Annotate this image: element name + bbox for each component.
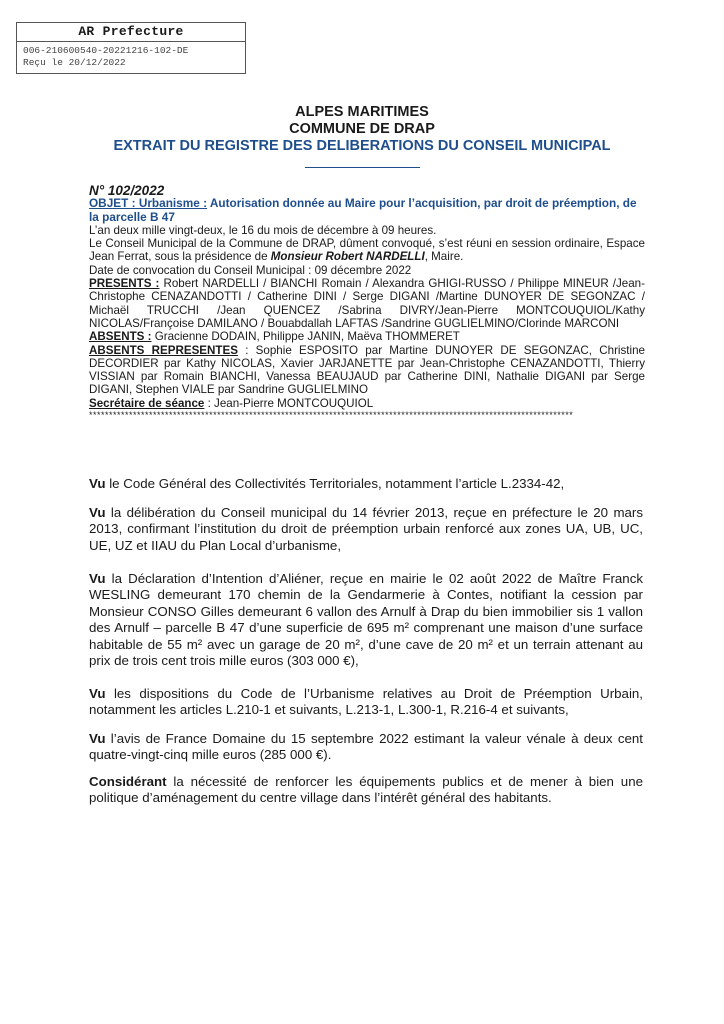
absents-label: ABSENTS : <box>89 330 152 344</box>
presents-list <box>89 277 645 330</box>
president-name: Monsieur Robert NARDELLI <box>270 250 425 264</box>
paragraph-lead: Vu <box>89 571 106 586</box>
represented-text: : Sophie ESPOSITO par Martine DUNOYER DE SEGONZAC, Christine DECORDIER par Kathy NICOLAS, Xavier JARJANETTE par Jean-Christophe CENAZANDOTTI, Thierry VISSIAN par Romain BIANCHI, Vanessa BEAUJAUD par Catherine DINI, Nathalie DIGANI par Serge DIGANI, Stephen VIALE par Sandrine GUGLIELMINO <box>89 343 645 397</box>
stamp-reference: 006-210600540-20221216-102-DE <box>23 45 189 56</box>
represented-label: ABSENTS REPRESENTES <box>89 343 238 357</box>
stamp-body <box>17 42 245 73</box>
paragraph-lead: Vu <box>89 731 106 746</box>
deliberation-number: N° 102/2022 <box>89 183 165 198</box>
paragraph-text: les dispositions du Code de l’Urbanisme relatives au Droit de Préemption Urbain, notamment les articles L.210-1 et suivants, L.213-1, L.300-1, R.216-4 et suivants, <box>89 686 643 718</box>
presents-text: Robert NARDELLI / BIANCHI Romain / Alexandra GHIGI-RUSSO / Philippe MINEUR /Jean-Christophe CENAZANDOTTI / Catherine DINI / Serge DIGANI /Martine DUNOYER DE SEGONZAC / Michaël TRUCCHI /Jean QUENCEZ /Sabrina DIVRY/Jean-Pierre MONTCOUQUIOL/Kathy NICOLAS/Françoise DAMILANO / Bouabdallah LAFTAS /Sandrine GUGLIELMINO/Clorinde MARCONI <box>89 277 645 330</box>
convocation-date: Date de convocation du Conseil Municipal : 09 décembre 2022 <box>89 263 412 277</box>
paragraph-text: la délibération du Conseil municipal du 14 février 2013, reçue en préfecture le 20 mars 2013, confirmant l’institution du droit de préemption urbain renforcé aux zones UA, UB, UC, UE, UZ et IIAU du Plan Local d’urbanisme, <box>89 505 643 553</box>
paragraph-text: l’avis de France Domaine du 15 septembre 2022 estimant la valeur vénale à deux cent quatre-vingt-cinq mille euros (285 000 €). <box>89 731 643 763</box>
paragraph-france-domaine <box>89 731 643 764</box>
object-label: OBJET : Urbanisme : <box>89 196 207 211</box>
object-text: Autorisation donnée au Maire pour l’acquisition, par droit de préemption, de la parcelle B 47 <box>89 196 637 224</box>
stamp-title: AR Prefecture <box>17 23 245 42</box>
paragraph-text: la Déclaration d’Intention d’Aliéner, reçue en mairie le 02 août 2022 de Maître Franck WESLING demeurant 170 chemin de la Gendarmerie à Contes, notifiant la cession par Monsieur CONSO Gilles demeurant 6 vallon des Arnulf à Drap du bien immobilier sis 1 vallon des Arnulf – parcelle B 47 d’une superficie de 695 m² comprenant une maison d’une surface habitable de 55 m² avec un garage de 20 m², d’une cave de 20 m² et un terrain attenant au prix de trois cent trois mille euros (303 000 €), <box>89 571 643 669</box>
represented-list <box>89 344 645 397</box>
deliberation-block <box>89 184 645 420</box>
secretary-name: : Jean-Pierre MONTCOUQUIOL <box>204 396 374 410</box>
paragraph-text: le Code Général des Collectivités Territoriales, notamment l’article L.2334-42, <box>105 476 565 491</box>
separator-line: ************************************************************************************************************************* <box>89 410 574 421</box>
commune-title: COMMUNE DE DRAP <box>289 121 435 137</box>
secretary-line <box>89 397 645 410</box>
convocation-pre: Le Conseil Municipal de la Commune de DRAP, dûment convoqué, s’est réuni en session ordinaire, Espace Jean Ferrat, sous la présidence de <box>89 237 645 264</box>
paragraph-code-general <box>89 476 643 492</box>
paragraph-lead: Vu <box>89 505 106 520</box>
prefecture-stamp <box>16 22 246 74</box>
paragraph-text: la nécessité de renforcer les équipements publics et de mener à bien une politique d’aménagement du centre village dans l’intérêt général des habitants. <box>89 774 643 806</box>
document-header <box>0 104 724 168</box>
paragraph-declaration <box>89 571 643 669</box>
deliberation-object <box>89 197 645 224</box>
secretary-label: Secrétaire de séance <box>89 396 205 410</box>
paragraph-considerant <box>89 774 643 807</box>
absents-list <box>89 330 645 343</box>
paragraph-lead: Considérant <box>89 774 167 789</box>
presents-label: PRESENTS : <box>89 277 160 291</box>
stamp-received-date: Reçu le 20/12/2022 <box>23 57 126 68</box>
register-title: EXTRAIT DU REGISTRE DES DELIBERATIONS DU CONSEIL MUNICIPAL <box>113 138 611 154</box>
paragraph-lead: Vu <box>89 686 106 701</box>
paragraph-code-urbanisme <box>89 686 643 719</box>
header-divider <box>305 167 420 168</box>
convocation-post: , Maire. <box>424 250 464 264</box>
paragraph-deliberation-2013 <box>89 505 643 554</box>
convocation-text <box>89 237 645 264</box>
department-title: ALPES MARITIMES <box>295 104 429 120</box>
paragraph-lead: Vu <box>89 476 106 491</box>
absents-text: Gracienne DODAIN, Philippe JANIN, Maëva THOMMERET <box>151 330 460 344</box>
meeting-date: L’an deux mille vingt-deux, le 16 du mois de décembre à 09 heures. <box>89 223 437 237</box>
